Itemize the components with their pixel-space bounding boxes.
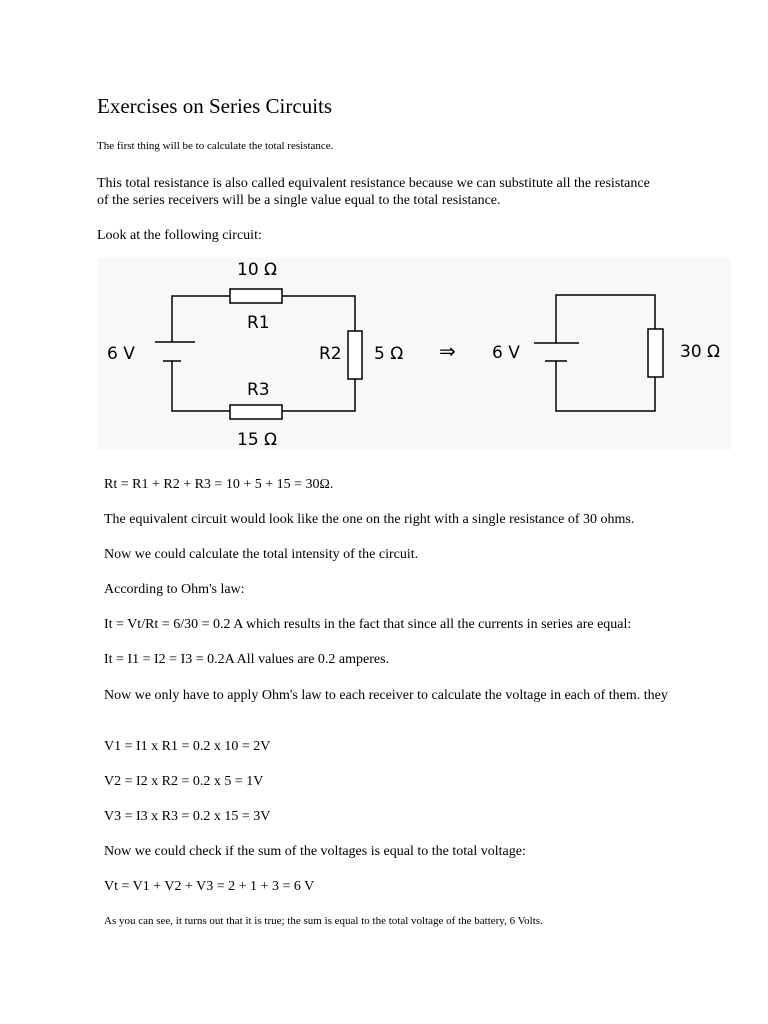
line-3: Now we could calculate the total intensity of the circuit. bbox=[104, 547, 419, 562]
eq-resistor-value: 30 Ω bbox=[680, 342, 721, 362]
intro-note: The first thing will be to calculate the total resistance. bbox=[97, 140, 334, 152]
line-2: The equivalent circuit would look like the one on the right with a single resistance of 30 ohms. bbox=[104, 512, 635, 527]
line-9: V2 = I2 x R2 = 0.2 x 5 = 1V bbox=[104, 774, 264, 789]
line-8: V1 = I1 x R1 = 0.2 x 10 = 2V bbox=[104, 739, 271, 754]
circuit-figure bbox=[97, 258, 731, 450]
circuit-diagram bbox=[97, 258, 731, 450]
r3-value: 15 Ω bbox=[237, 430, 278, 450]
battery-label: 6 V bbox=[107, 344, 135, 364]
r2-name: R2 bbox=[319, 344, 342, 364]
r2-value: 5 Ω bbox=[374, 344, 404, 364]
look-label: Look at the following circuit: bbox=[97, 228, 262, 243]
line-11: Now we could check if the sum of the voltages is equal to the total voltage: bbox=[104, 844, 526, 859]
arrow-icon: ⇒ bbox=[439, 339, 456, 363]
wire-left-top bbox=[172, 296, 230, 342]
line-4: According to Ohm's law: bbox=[104, 582, 245, 597]
resistor-r2 bbox=[348, 331, 362, 379]
wire-eq-top bbox=[556, 295, 655, 343]
r3-name: R3 bbox=[247, 380, 270, 400]
line-10: V3 = I3 x R3 = 0.2 x 15 = 3V bbox=[104, 809, 271, 824]
resistor-r3 bbox=[230, 405, 282, 419]
line-7: Now we only have to apply Ohm's law to each receiver to calculate the voltage in each of them. they bbox=[104, 688, 668, 703]
line-5: It = Vt/Rt = 6/30 = 0.2 A which results in the fact that since all the currents in series are equal: bbox=[104, 617, 632, 632]
intro-paragraph: This total resistance is also called equivalent resistance because we can substitute all the resistance of the series receivers will be a single value equal to the total resistance. bbox=[97, 176, 650, 208]
line-13: As you can see, it turns out that it is true; the sum is equal to the total voltage of the battery, 6 Volts. bbox=[104, 915, 543, 927]
wire-right-bottom bbox=[282, 379, 355, 411]
resistor-eq bbox=[648, 329, 663, 377]
page-title: Exercises on Series Circuits bbox=[97, 94, 333, 118]
line-6: It = I1 = I2 = I3 = 0.2A All values are 0.2 amperes. bbox=[104, 652, 390, 667]
line-12: Vt = V1 + V2 + V3 = 2 + 1 + 3 = 6 V bbox=[104, 879, 315, 894]
line-1: Rt = R1 + R2 + R3 = 10 + 5 + 15 = 30Ω. bbox=[104, 477, 334, 492]
resistor-r1 bbox=[230, 289, 282, 303]
r1-name: R1 bbox=[247, 313, 270, 333]
wire-left-bottom bbox=[172, 361, 230, 411]
wire-right-top bbox=[282, 296, 355, 331]
eq-battery-label: 6 V bbox=[492, 343, 520, 363]
r1-value: 10 Ω bbox=[237, 260, 278, 280]
wire-eq-bottom bbox=[556, 361, 655, 411]
